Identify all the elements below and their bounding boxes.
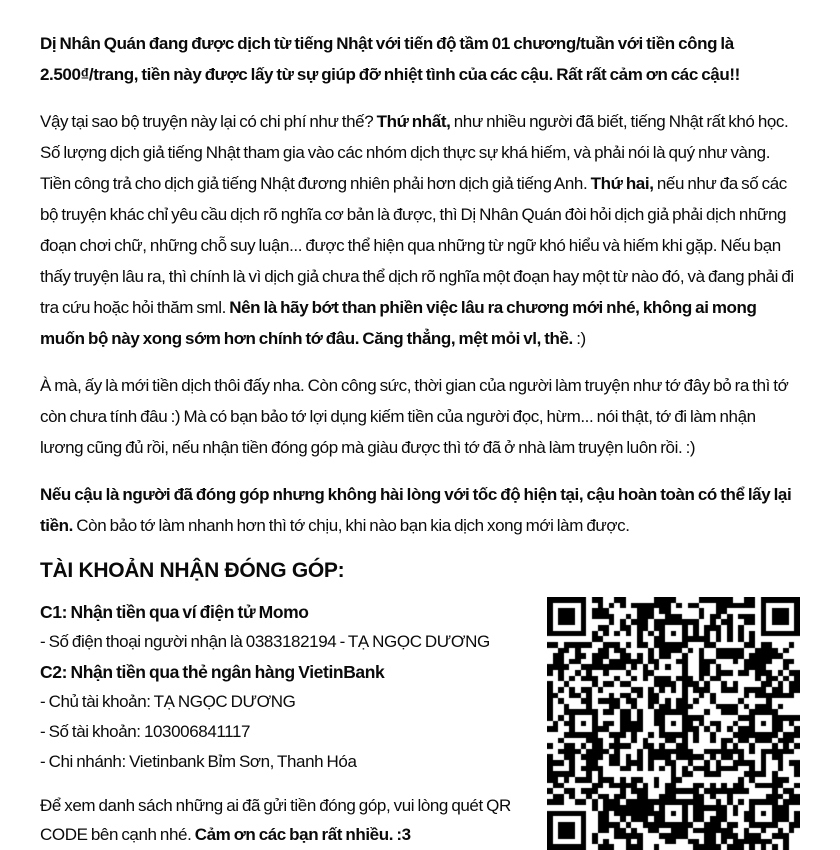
bold-text-segment: Thứ nhất,: [376, 112, 451, 131]
donation-detail-line: - Chủ tài khoản: TẠ NGỌC DƯƠNG: [40, 692, 296, 711]
text-segment: như nhiều người đã biết, tiếng Nhật rất khó học. Số lượng dịch giả tiếng Nhật tham gia vào các nhóm dịch thực sự khá hiếm, và phải nói là quý như vàng. Tiền công trả cho dịch giả tiếng Nhật đương nhiên phải hơn dịch giả tiếng Anh.: [40, 112, 789, 193]
donation-detail-line: C1: Nhận tiền qua ví điện tử Momo: [40, 602, 309, 622]
bold-text-segment: Cảm ơn các bạn rất nhiều. :3: [194, 825, 411, 844]
donation-detail-line: C2: Nhận tiền qua thẻ ngân hàng VietinBank: [40, 662, 385, 682]
text-segment: :): [572, 329, 586, 348]
text-segment: Còn bảo tớ làm nhanh hơn thì tớ chịu, khi nào bạn kia dịch xong mới làm được.: [72, 516, 630, 535]
explanation-paragraph: [40, 106, 800, 354]
text-segment: Vậy tại sao bộ truyện này lại có chi phí như thế?: [40, 112, 377, 131]
refund-paragraph: [40, 479, 800, 541]
text-segment: Để xem danh sách những ai đã gửi tiền đóng góp, vui lòng quét QR CODE bên cạnh nhé.: [40, 796, 511, 844]
bold-text-segment: Dị Nhân Quán đang được dịch từ tiếng Nhật với tiến độ tầm 01 chương/tuần với tiền công là 2.500₫/trang, tiền này được lấy từ sự giúp đỡ nhiệt tình của các cậu. Rất rất cảm ơn các cậu!!: [40, 34, 740, 84]
donation-detail-line: - Số điện thoại người nhận là 0383182194 - TẠ NGỌC DƯƠNG: [40, 632, 490, 651]
donation-heading: TÀI KHOẢN NHẬN ĐÓNG GÓP:: [40, 559, 345, 582]
bold-text-segment: Thứ hai,: [590, 174, 654, 193]
qr-instruction-paragraph: [40, 791, 545, 849]
intro-paragraph: [40, 28, 800, 90]
effort-paragraph: [40, 370, 800, 463]
donation-section: [40, 597, 800, 850]
bold-text-segment: Nên là hãy bớt than phiền việc lâu ra chương mới nhé, không ai mong muốn bộ này xong sớm hơn chính tớ đâu. Căng thẳng, mệt mỏi vl, thề.: [40, 298, 757, 348]
bold-text-segment: Nếu cậu là người đã đóng góp nhưng không hài lòng với tốc độ hiện tại, cậu hoàn toàn có thể lấy lại tiền.: [40, 485, 792, 535]
donation-info-column: [40, 597, 545, 849]
qr-code-image: [547, 597, 800, 850]
donation-detail-line: - Chi nhánh: Vietinbank Bỉm Sơn, Thanh Hóa: [40, 752, 357, 771]
donation-detail-line: - Số tài khoản: 103006841117: [40, 722, 251, 741]
text-segment: À mà, ấy là mới tiền dịch thôi đấy nha. Còn công sức, thời gian của người làm truyện như tớ đây bỏ ra thì tớ còn chưa tính đâu :) Mà có bạn bảo tớ lợi dụng kiếm tiền của người đọc, hừm... nói thật, tớ đi làm nhận lương cũng đủ rồi, nếu nhận tiền đóng góp mà giàu được thì tớ đã ở nhà làm truyện luôn rồi. :): [40, 376, 789, 457]
donation-qr-code: [547, 597, 800, 850]
text-segment: nếu như đa số các bộ truyện khác chỉ yêu cầu dịch rõ nghĩa cơ bản là được, thì Dị Nhân Quán đòi hỏi dịch giả phải dịch những đoạn chơi chữ, những chỗ suy luận... được thể hiện qua những từ ngữ khó hiểu và hiếm khi gặp. Nếu bạn thấy truyện lâu ra, thì chính là vì dịch giả chưa thể dịch rõ nghĩa một đoạn hay một từ nào đó, và đang phải đi tra cứu hoặc hỏi thăm sml.: [40, 174, 794, 317]
donation-details: [40, 597, 545, 777]
